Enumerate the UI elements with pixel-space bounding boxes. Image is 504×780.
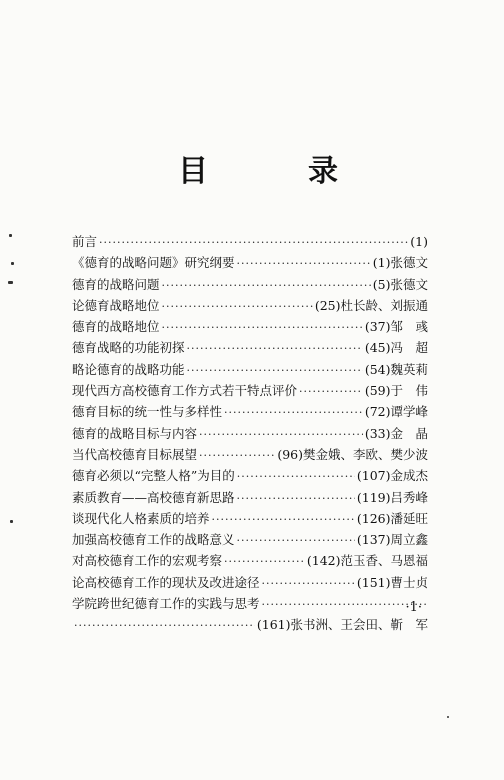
toc-entry — [72, 253, 428, 274]
toc-entry-title: 德育的战略问题 — [72, 276, 160, 292]
toc-entry-ref: (59)于 伟 — [364, 383, 428, 399]
dot-leader — [212, 513, 355, 526]
toc-entry-ref: (96)樊金娥、李欧、樊少波 — [277, 446, 428, 462]
scan-speck — [8, 281, 13, 284]
toc-entry — [72, 594, 428, 615]
toc-entry-ref: (119)吕秀峰 — [356, 489, 428, 505]
toc-entry-title: 德育的战略地位 — [72, 319, 160, 335]
dot-leader — [237, 534, 355, 547]
toc-entry-continuation — [72, 615, 428, 636]
toc-entry — [72, 381, 428, 402]
dot-leader — [237, 470, 355, 483]
toc-entry — [72, 488, 428, 509]
toc-entry-ref: (25)杜长龄、刘振通 — [314, 297, 428, 313]
scan-speck — [11, 262, 14, 265]
toc-entry-title: 对高校德育工作的宏观考察 — [72, 553, 223, 569]
toc-entry-title: 德育必须以“完整人格”为目的 — [72, 468, 235, 484]
dot-leader — [162, 300, 313, 313]
toc-entry-title: 《德育的战略问题》研究纲要 — [72, 255, 235, 271]
dot-leader — [162, 279, 371, 292]
dot-leader — [262, 577, 355, 590]
title-char-2: 录 — [308, 154, 338, 189]
toc-entry-ref: (151)曹士贞 — [356, 574, 428, 590]
toc-entry-title: 论德育战略地位 — [72, 297, 160, 313]
toc-entry — [72, 530, 428, 551]
scan-speck — [10, 520, 13, 523]
toc-entry — [72, 424, 428, 445]
dot-leader — [224, 555, 305, 568]
toc-entry-ref: (54)魏英莉 — [364, 361, 428, 377]
toc-entry-title: 现代西方高校德育工作方式若干特点评价 — [72, 383, 298, 399]
toc-entry-title: 略论德育的战略功能 — [72, 361, 185, 377]
scan-speck — [9, 234, 12, 237]
page-title — [178, 148, 338, 188]
dot-leader — [224, 406, 363, 419]
toc-entry-title: 德育的战略目标与内容 — [72, 425, 198, 441]
toc-entry-ref: (33)金 晶 — [364, 425, 428, 441]
toc-entry-title: 论高校德育工作的现状及改进途径 — [72, 574, 260, 590]
toc-entry-ref: (161)张书洲、王会田、靳 军 — [256, 617, 428, 633]
toc-entry — [72, 509, 428, 530]
toc-entry-title: 前言 — [72, 234, 98, 249]
toc-entry — [72, 232, 428, 253]
page-number: ·1· — [405, 600, 422, 615]
dot-leader — [187, 364, 363, 377]
dot-leader — [187, 342, 363, 355]
toc-entry — [72, 275, 428, 296]
toc-entry-title: 素质教育——高校德育新思路 — [72, 489, 235, 505]
toc-entry-ref: (37)邹 彧 — [364, 319, 428, 335]
dot-leader — [199, 428, 363, 441]
title-char-1: 目 — [178, 154, 208, 189]
toc-entry — [72, 445, 428, 466]
toc-entry-ref: (137)周立鑫 — [356, 532, 428, 548]
toc-entry — [72, 317, 428, 338]
toc-entry-title: 德育战略的功能初探 — [72, 340, 185, 356]
toc-entry-ref: (45)冯 超 — [364, 340, 428, 356]
toc-entry — [72, 466, 428, 487]
toc-entry — [72, 338, 428, 359]
toc-entry-title: 谈现代化人格素质的培养 — [72, 510, 210, 526]
dot-leader — [199, 449, 275, 462]
scan-speck — [447, 716, 449, 718]
dot-leader — [74, 619, 255, 632]
toc-entry-title: 当代高校德育目标展望 — [72, 446, 198, 462]
toc-entry-ref: (1) — [410, 234, 428, 249]
toc-entry — [72, 360, 428, 381]
toc-entry-ref: (72)谭学峰 — [364, 404, 428, 420]
toc-entry-ref: (5)张德文 — [372, 276, 428, 292]
dot-leader — [237, 492, 355, 505]
toc-entry — [72, 402, 428, 423]
toc-entry — [72, 296, 428, 317]
toc-entry-ref: (126)潘延旺 — [356, 510, 428, 526]
toc-entry-ref: (107)金成杰 — [356, 468, 428, 484]
toc-entry-ref: (142)范玉香、马恩福 — [306, 553, 428, 569]
table-of-contents — [72, 232, 428, 637]
dot-leader — [299, 385, 363, 398]
toc-entry — [72, 573, 428, 594]
toc-entry-title: 加强高校德育工作的战略意义 — [72, 532, 235, 548]
dot-leader — [99, 236, 408, 249]
toc-entry-ref: (1)张德文 — [372, 255, 428, 271]
toc-entry — [72, 551, 428, 572]
toc-entry-title: 德育目标的统一性与多样性 — [72, 404, 223, 420]
dot-leader — [237, 257, 371, 270]
toc-entry-title: 学院跨世纪德育工作的实践与思考 — [72, 596, 260, 612]
dot-leader — [162, 321, 363, 334]
dot-leader — [262, 598, 426, 611]
